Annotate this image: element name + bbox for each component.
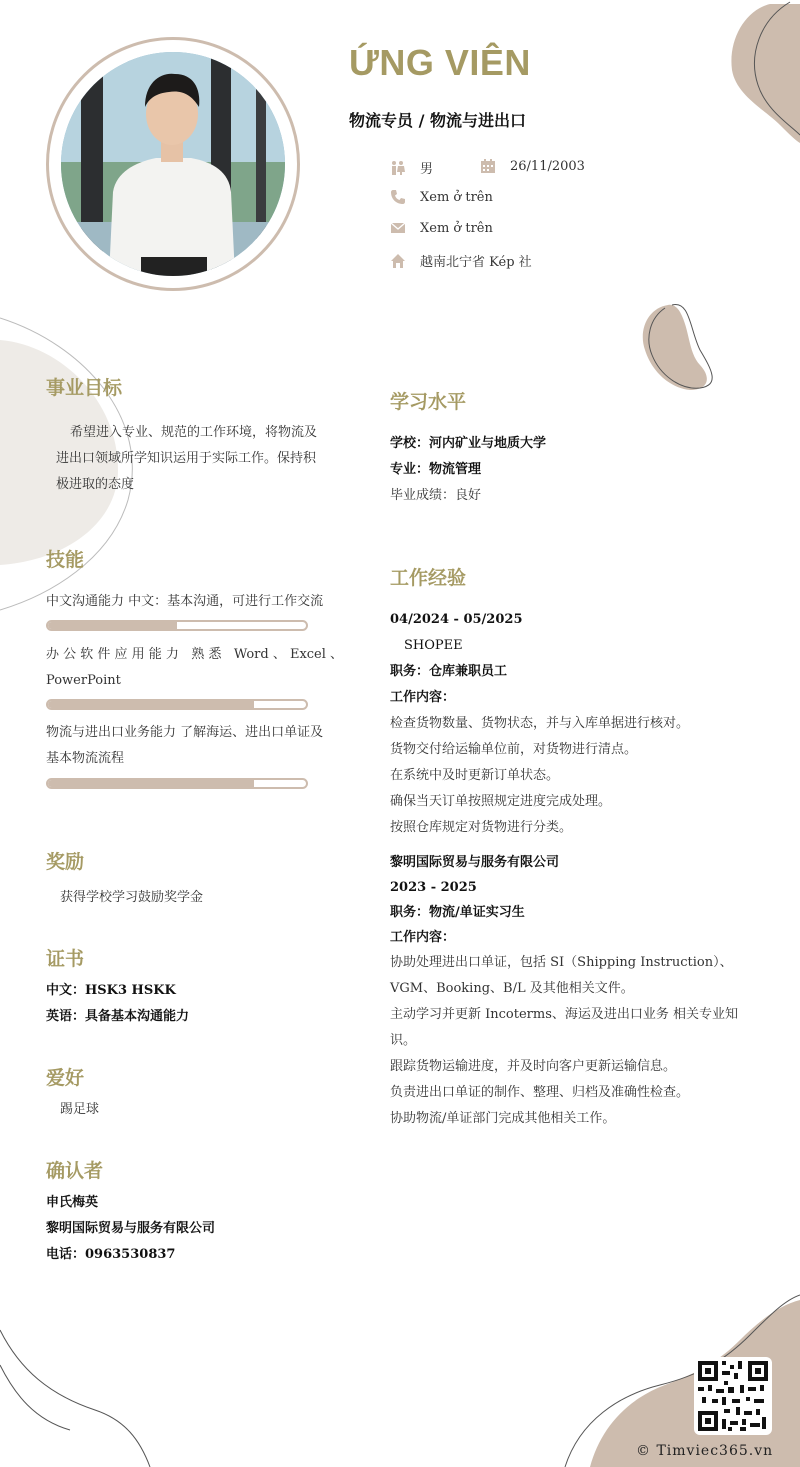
reference-info: [46, 1190, 215, 1268]
reference-company: 黎明国际贸易与服务有限公司: [46, 1221, 216, 1236]
hobbies-text: 踢足球: [60, 1102, 100, 1117]
job-period: 2023 - 2025: [390, 880, 477, 895]
skill-bar: [46, 620, 308, 631]
job-content-label: 工作内容：: [390, 690, 456, 705]
education-school: 学校：河内矿业与地质大学: [390, 436, 547, 451]
job-duty: VGM、Booking、B/L 及其他相关文件。: [390, 981, 634, 996]
reference-title: 确认者: [46, 1160, 104, 1182]
certificate-item: 中文：HSK3 HSKK: [46, 983, 176, 998]
experience-job: [390, 607, 775, 841]
certificates-title: 证书: [46, 948, 85, 970]
job-duty: 主动学习并更新 Incoterms、海运及进出口业务 相关专业知: [390, 1007, 739, 1022]
gender-row: [390, 158, 433, 177]
reference-name: 申氏梅英: [46, 1195, 99, 1210]
skill-bar-fill: [48, 622, 177, 629]
skill-item: [46, 720, 356, 772]
job-period: 04/2024 - 05/2025: [390, 612, 523, 627]
reference-phone: 电话：0963530837: [46, 1247, 176, 1262]
candidate-name: ỨNG VIÊN: [349, 42, 531, 83]
job-company: 黎明国际贸易与服务有限公司: [390, 855, 560, 870]
job-company: SHOPEE: [404, 638, 463, 653]
job-duty: 在系统中及时更新订单状态。: [390, 768, 560, 783]
skills-title: 技能: [46, 549, 85, 571]
objective-title: 事业目标: [46, 377, 123, 399]
job-duty: 负责进出口单证的制作、整理、归档及准确性检查。: [390, 1085, 690, 1100]
avatar: [61, 52, 285, 276]
birthday-value: 26/11/2003: [510, 158, 585, 174]
phone-icon: [390, 189, 406, 205]
qr-code: [694, 1357, 772, 1435]
job-duty: 确保当天订单按照规定进度完成处理。: [390, 794, 612, 809]
address-value: 越南北宁省 Kép 社: [420, 255, 532, 270]
skill-label: 中文沟通能力 中文：基本沟通，可进行工作交流: [46, 594, 324, 609]
gender-icon: [390, 160, 406, 176]
skill-label: 基本物流流程: [46, 751, 125, 766]
job-duty: 跟踪货物运输进度，并及时向客户更新运输信息。: [390, 1059, 677, 1074]
objective-line: 进出口领域所学知识运用于实际工作。保持积: [56, 451, 317, 466]
objective-line: 极进取的态度: [56, 477, 135, 492]
job-duty: 识。: [390, 1033, 417, 1048]
job-duty: 协助处理进出口单证，包括 SI（Shipping Instruction）、: [390, 955, 733, 970]
awards-title: 奖励: [46, 851, 85, 873]
job-role: 职务：物流/单证实习生: [390, 905, 525, 920]
skill-bar-fill: [48, 701, 254, 708]
hobbies-title: 爱好: [46, 1067, 85, 1089]
gender-value: 男: [420, 162, 434, 177]
education-major: 专业：物流管理: [390, 462, 482, 477]
skill-label: 物流与进出口业务能力 了解海运、进出口单证及: [46, 725, 324, 740]
calendar-icon: [480, 158, 496, 174]
skill-bar: [46, 778, 308, 789]
email-row: [390, 220, 493, 236]
home-icon: [390, 253, 406, 269]
objective-line: 希望进入专业、规范的工作环境，将物流及: [70, 425, 318, 440]
job-duty: 协助物流/单证部门完成其他相关工作。: [390, 1111, 616, 1126]
experience-title: 工作经验: [390, 567, 467, 589]
skill-bar-fill: [48, 780, 254, 787]
awards-text: 获得学校学习鼓励奖学金: [60, 890, 204, 905]
email-icon: [390, 220, 406, 236]
experience-job: [390, 850, 775, 1132]
phone-row: [390, 189, 493, 205]
education-grade: 毕业成绩：良好: [390, 488, 482, 503]
birthday-row: [480, 158, 585, 174]
skill-bar: [46, 699, 308, 710]
skill-label: 办 公 软 件 应 用 能 力 熟 悉 Word 、 Excel 、: [46, 647, 344, 662]
phone-value: Xem ở trên: [420, 189, 493, 205]
certificate-item: 英语：具备基本沟通能力: [46, 1009, 190, 1024]
job-duty: 按照仓库规定对货物进行分类。: [390, 820, 573, 835]
job-content-label: 工作内容：: [390, 930, 456, 945]
job-duty: 检查货物数量、货物状态，并与入库单据进行核对。: [390, 716, 690, 731]
skill-item: [46, 642, 356, 694]
job-position: 物流专员 / 物流与进出口: [349, 111, 526, 130]
address-row: [390, 251, 532, 270]
skill-label: PowerPoint: [46, 673, 121, 688]
copyright-text: © Timviec365.vn: [636, 1443, 774, 1459]
education-title: 学习水平: [390, 391, 467, 413]
skill-item: [46, 589, 356, 615]
job-role: 职务：仓库兼职员工: [390, 664, 508, 679]
education-info: [390, 431, 546, 509]
email-value: Xem ở trên: [420, 220, 493, 236]
job-duty: 货物交付给运输单位前，对货物进行清点。: [390, 742, 638, 757]
objective-text: [56, 420, 346, 498]
certificates-list: [46, 978, 189, 1030]
